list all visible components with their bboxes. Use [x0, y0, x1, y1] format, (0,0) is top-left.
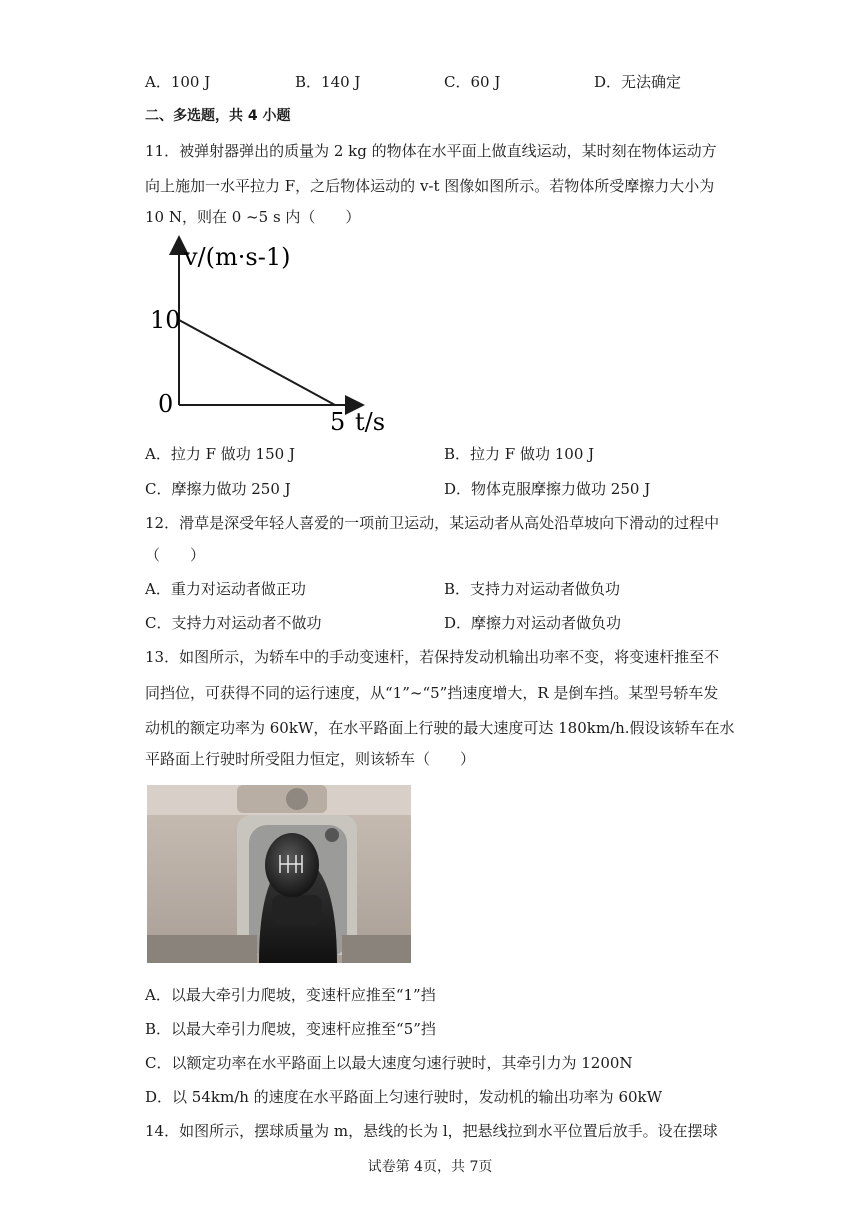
q10-option-b: B．140 J [295, 73, 361, 91]
q11-line-3: 10 N，则在 0 ~5 s 内（ ） [145, 208, 361, 226]
section-title: 二、多选题，共 4 小题 [145, 108, 291, 124]
q13-line-4: 平路面上行驶时所受阻力恒定，则该轿车（ ） [145, 750, 476, 768]
q13-line-3: 动机的额定功率为 60kW，在水平路面上行驶的最大速度可达 180km/h.假设该轿车在水 [145, 719, 735, 737]
q13-option-c: C．以额定功率在水平路面上以最大速度匀速行驶时，其牵引力为 1200N [145, 1054, 633, 1072]
q13-line-1: 13．如图所示，为轿车中的手动变速杆，若保持发动机输出功率不变，将变速杆推至不 [145, 648, 720, 666]
q11-option-a: A．拉力 F 做功 150 J [145, 445, 295, 463]
q10-option-d: D．无法确定 [594, 73, 682, 91]
q13-line-2: 同挡位，可获得不同的运行速度，从“1”~“5”挡速度增大，R 是倒车挡。某型号轿车发 [145, 684, 719, 702]
x-tick-5: 5 [330, 408, 346, 435]
gear-shift-photo [147, 785, 411, 963]
q13-option-b: B．以最大牵引力爬坡，变速杆应推至“5”挡 [145, 1020, 436, 1038]
q11-option-c: C．摩擦力做功 250 J [145, 480, 291, 498]
q14-line-1: 14．如图所示，摆球质量为 m，悬线的长为 l，把悬线拉到水平位置后放手。设在摆球 [145, 1122, 718, 1140]
q12-option-a: A．重力对运动者做正功 [145, 580, 306, 598]
q11-option-d: D．物体克服摩擦力做功 250 J [444, 480, 651, 498]
q12-line-1: 12．滑草是深受年轻人喜爱的一项前卫运动，某运动者从高处沿草坡向下滑动的过程中 [145, 514, 720, 532]
origin-label: 0 [158, 390, 174, 418]
q12-option-b: B．支持力对运动者做负功 [444, 580, 621, 598]
q13-option-a: A．以最大牵引力爬坡，变速杆应推至“1”挡 [145, 986, 436, 1004]
q10-option-a: A．100 J [145, 73, 211, 91]
q12-option-c: C．支持力对运动者不做功 [145, 614, 322, 632]
page-footer: 试卷第 4页，共 7页 [367, 1159, 493, 1175]
q10-option-c: C．60 J [444, 73, 501, 91]
x-axis-label: t/s [355, 408, 386, 435]
q11-line-1: 11．被弹射器弹出的质量为 2 kg 的物体在水平面上做直线运动，某时刻在物体运动方 [145, 142, 717, 160]
q13-option-d: D．以 54km/h 的速度在水平路面上匀速行驶时，发动机的输出功率为 60kW [145, 1088, 663, 1106]
q12-option-d: D．摩擦力对运动者做负功 [444, 614, 622, 632]
q12-line-2: （ ） [145, 546, 206, 564]
q11-option-b: B．拉力 F 做功 100 J [444, 445, 595, 463]
y-tick-10: 10 [150, 306, 181, 334]
velocity-line [179, 320, 335, 405]
vt-graph [150, 235, 410, 435]
q11-line-2: 向上施加一水平拉力 F，之后物体运动的 v-t 图像如图所示。若物体所受摩擦力大小为 [145, 177, 715, 195]
y-axis-label: v/(m·s-1) [184, 243, 291, 271]
